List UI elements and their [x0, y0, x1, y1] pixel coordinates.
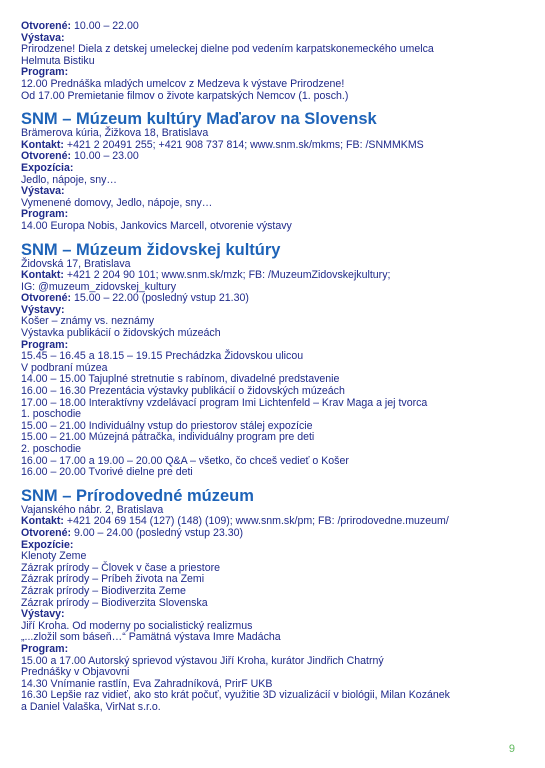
page-number: 9: [508, 743, 515, 755]
exhibition-line: Košer – známy vs. neznámy: [21, 315, 155, 328]
exposition-line: Zázrak prírody – Biodiverzita Zeme: [21, 584, 186, 597]
museum-section-hungarian: [21, 110, 531, 232]
exhibition-label: Výstavy:: [21, 608, 65, 621]
exhibition-line: Vymenené domovy, Jedlo, nápoje, sny…: [21, 196, 213, 209]
intro-open: [21, 21, 531, 33]
program-line: 14.00 – 15.00 Tajuplné stretnutie s rabínom, divadelné predstavenie: [21, 373, 340, 386]
contact-value: +421 2 204 90 101; www.snm.sk/mzk; FB: /MuzeumZidovskejkultury;: [63, 269, 391, 282]
exposition-line: Zázrak prírody – Biodiverzita Slovenska: [21, 596, 208, 609]
open-label: Otvorené:: [21, 150, 72, 163]
program-line: 15.00 – 21.00 Múzejná pátračka, individuálny program pre deti: [21, 431, 315, 444]
museum-section-jewish: [21, 241, 531, 479]
contact-value: +421 204 69 154 (127) (148) (109); www.snm.sk/pm; FB: /prirodovedne.muzeum/: [63, 515, 449, 528]
open-line: [21, 151, 531, 163]
exhibition-label: Výstavy:: [21, 303, 65, 316]
program-line: 1. poschodie: [21, 408, 82, 421]
exhibition-label: Výstava:: [21, 185, 65, 198]
exposition-line: Zázrak prírody – Človek v čase a priestore: [21, 561, 221, 574]
program-line: 16.00 – 20.00 Tvorivé dielne pre deti: [21, 466, 193, 479]
program-line: 15.45 – 16.45 a 18.15 – 19.15 Prechádzka Židovskou ulicou: [21, 350, 304, 363]
contact-label: Kontakt:: [21, 515, 64, 528]
program-label: Program:: [21, 208, 69, 221]
section-title: SNM – Múzeum kultúry Maďarov na Slovensk: [21, 110, 377, 129]
exhibition-line: Helmuta Bistiku: [21, 54, 95, 67]
open-value: 15.00 – 22.00 (posledný vstup 21.30): [71, 292, 249, 305]
section-title: SNM – Múzeum židovskej kultúry: [21, 240, 281, 259]
exposition-line: Zázrak prírody – Príbeh života na Zemi: [21, 573, 205, 586]
exposition-label: Expozície:: [21, 538, 74, 551]
address: Židovská 17, Bratislava: [21, 257, 131, 270]
section-title: SNM – Prírodovedné múzeum: [21, 486, 254, 505]
program-line: 14.00 Europa Nobis, Jankovics Marcell, otvorenie výstavy: [21, 219, 292, 232]
open-value: 9.00 – 24.00 (posledný vstup 23.30): [71, 526, 244, 539]
program-line: 16.30 Lepšie raz vidieť, ako sto krát počuť, využitie 3D vizualizácií v biológii, Milan Kozánek: [21, 689, 450, 702]
address: Vajanského nábr. 2, Bratislava: [21, 503, 164, 516]
program-line: 15.00 a 17.00 Autorský sprievod výstavou Jiří Kroha, kurátor Jindřich Chatrný: [21, 654, 384, 667]
open-value: 10.00 – 22.00: [71, 20, 139, 32]
exhibition-label: Výstava:: [21, 31, 65, 44]
address: Brämerova kúria, Žižkova 18, Bratislava: [21, 127, 209, 140]
contact-line: [21, 270, 531, 282]
program-line: a Daniel Valaška, VirNat s.r.o.: [21, 700, 161, 713]
open-line: [21, 293, 531, 305]
program-label: Program:: [21, 338, 69, 351]
program-line: 16.00 – 16.30 Prezentácia výstavky publikácií o židovských múzeách: [21, 385, 345, 398]
program-line: Od 17.00 Premietanie filmov o živote karpatských Nemcov (1. posch.): [21, 89, 349, 102]
open-value: 10.00 – 23.00: [71, 150, 139, 163]
museum-section-natural-history: [21, 487, 531, 714]
contact-extra: IG: @muzeum_zidovskej_kultury: [21, 280, 177, 293]
program-label: Program:: [21, 642, 69, 655]
contact-label: Kontakt:: [21, 269, 64, 282]
exposition-line: Jedlo, nápoje, sny…: [21, 173, 117, 186]
exhibition-line: Výstavka publikácií o židovských múzeách: [21, 327, 221, 340]
page-content: [21, 21, 531, 713]
program-line: 17.00 – 18.00 Interaktívny vzdelávací program Imi Lichtenfeld – Krav Maga a jej tvorca: [21, 396, 428, 409]
open-label: Otvorené:: [21, 292, 72, 305]
program-line: V podbraní múzea: [21, 361, 108, 374]
open-label: Otvorené:: [21, 20, 72, 32]
intro-block: [21, 21, 531, 102]
open-line: [21, 528, 531, 540]
exposition-label: Expozícia:: [21, 161, 74, 174]
exhibition-line: „...zložil som báseň…“ Pamätná výstava Imre Madácha: [21, 631, 281, 644]
program-line: 2. poschodie: [21, 443, 82, 455]
program-line: 12.00 Prednáška mladých umelcov z Medzeva k výstave Prirodzene!: [21, 77, 345, 90]
program-line: 15.00 – 21.00 Individuálny vstup do priestorov stálej expozície: [21, 419, 313, 432]
exhibition-line: Prirodzene! Diela z detskej umeleckej dielne pod vedením karpatskonemeckého umelca: [21, 43, 434, 56]
program-label: Program:: [21, 66, 69, 79]
exhibition-line: Jiří Kroha. Od moderny po socialistický realizmus: [21, 619, 253, 632]
program-line: 16.00 – 17.00 a 19.00 – 20.00 Q&A – všetko, čo chceš vedieť o Košer: [21, 454, 349, 467]
program-line: 14.30 Vnímanie rastlín, Eva Zahradníková, PrirF UKB: [21, 677, 273, 690]
open-label: Otvorené:: [21, 526, 72, 539]
program-line: Prednášky v Objavovni: [21, 666, 130, 679]
contact-label: Kontakt:: [21, 138, 64, 151]
contact-value: +421 2 20491 255; +421 908 737 814; www.snm.sk/mkms; FB: /SNMMKMS: [63, 138, 424, 151]
exposition-line: Klenoty Zeme: [21, 550, 87, 563]
